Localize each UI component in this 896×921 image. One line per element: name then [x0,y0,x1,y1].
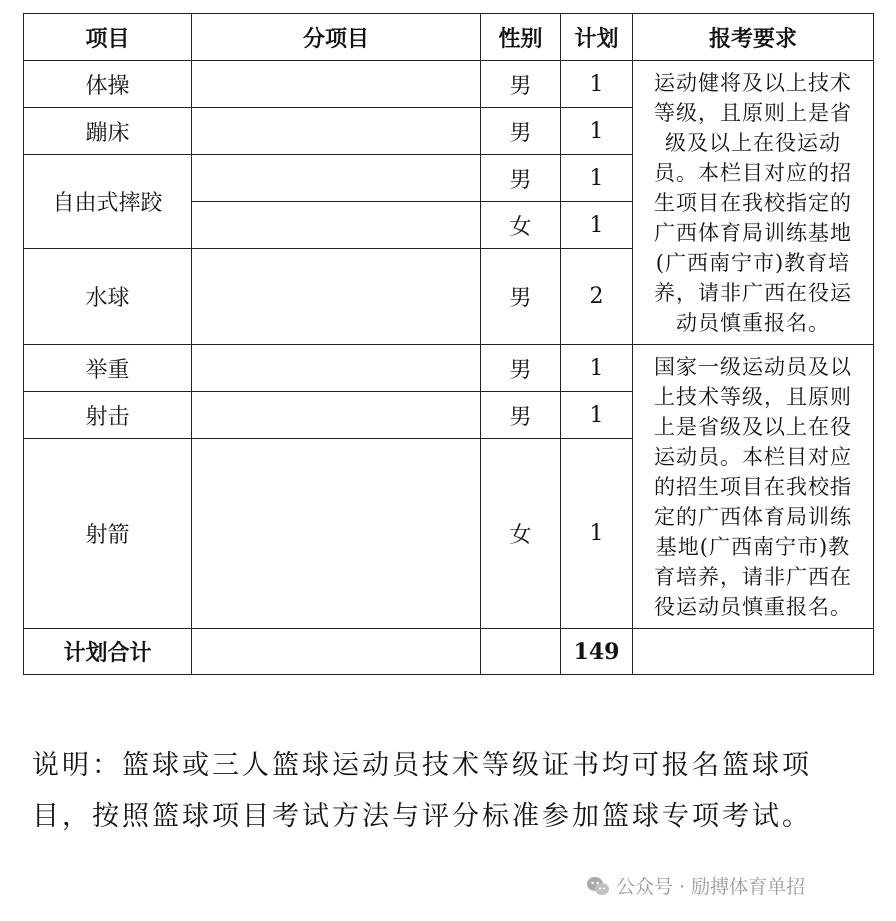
subitem-cell [192,108,481,155]
requirement-line: 国家一级运动员及以 [654,354,852,379]
table-row [24,345,874,392]
total-empty-cell [481,629,561,675]
subitem-cell [192,61,481,108]
subitem-cell [192,439,481,629]
watermark [586,872,805,899]
header-item: 项目 [24,14,192,61]
total-value: 149 [561,629,633,675]
plan-cell: 2 [561,249,633,345]
header-requirement: 报考要求 [633,14,874,61]
requirement-line: 广西体育局训练基地 [654,220,852,245]
requirement-line: (广西南宁市)教育培 [655,250,851,275]
plan-cell: 1 [561,108,633,155]
item-cell: 蹦床 [24,108,192,155]
requirement-line: 上是省级及以上在役 [654,414,852,439]
item-cell: 举重 [24,345,192,392]
requirement-line: 生项目在我校指定的 [654,190,852,215]
item-cell: 射箭 [24,439,192,629]
requirement-line: 育培养，请非广西在 [654,564,852,589]
plan-cell: 1 [561,345,633,392]
gender-cell: 女 [481,202,561,249]
gender-cell: 男 [481,108,561,155]
item-cell: 水球 [24,249,192,345]
subitem-cell [192,392,481,439]
requirement-line: 动员慎重报名。 [676,310,830,335]
requirement-line: 运动健将及以上技术 [654,70,852,95]
requirement-line: 等级，且原则上是省 [654,100,852,125]
requirement-line: 定的广西体育局训练 [654,504,852,529]
requirement-line: 基地(广西南宁市)教 [655,534,851,559]
total-row [24,629,874,675]
plan-cell: 1 [561,439,633,629]
total-empty-cell [192,629,481,675]
item-cell: 自由式摔跤 [24,155,192,249]
requirement-line: 的招生项目在我校指 [654,474,852,499]
header-row [24,14,874,61]
header-gender: 性别 [481,14,561,61]
header-subitem: 分项目 [192,14,481,61]
subitem-cell [192,202,481,249]
requirement-line: 员。本栏目对应的招 [654,160,852,185]
gender-cell: 男 [481,249,561,345]
subitem-cell [192,345,481,392]
gender-cell: 男 [481,155,561,202]
total-empty-cell [633,629,874,675]
requirement-cell [633,61,874,345]
plan-cell: 1 [561,202,633,249]
plan-cell: 1 [561,392,633,439]
gender-cell: 女 [481,439,561,629]
subitem-cell [192,249,481,345]
header-plan: 计划 [561,14,633,61]
requirement-line: 役运动员慎重报名。 [654,594,852,619]
gender-cell: 男 [481,345,561,392]
table-row [24,61,874,108]
requirement-line: 养，请非广西在役运 [654,280,852,305]
plan-cell: 1 [561,61,633,108]
subitem-cell [192,155,481,202]
wechat-icon [586,875,610,897]
gender-cell: 男 [481,392,561,439]
gender-cell: 男 [481,61,561,108]
plan-cell: 1 [561,155,633,202]
requirement-line: 上技术等级，且原则 [654,384,852,409]
item-cell: 射击 [24,392,192,439]
requirement-cell [633,345,874,629]
enrollment-table [23,13,874,675]
item-cell: 体操 [24,61,192,108]
requirement-line: 级及以上在役运动 [665,130,841,155]
requirement-line: 运动员。本栏目对应 [654,444,852,469]
watermark-text: 公众号 · 励搏体育单招 [616,876,806,898]
total-label: 计划合计 [24,629,192,675]
note-paragraph: 说明：篮球或三人篮球运动员技术等级证书均可报名篮球项目，按照篮球项目考试方法与评分标准参加篮球专项考试。 [32,750,812,832]
